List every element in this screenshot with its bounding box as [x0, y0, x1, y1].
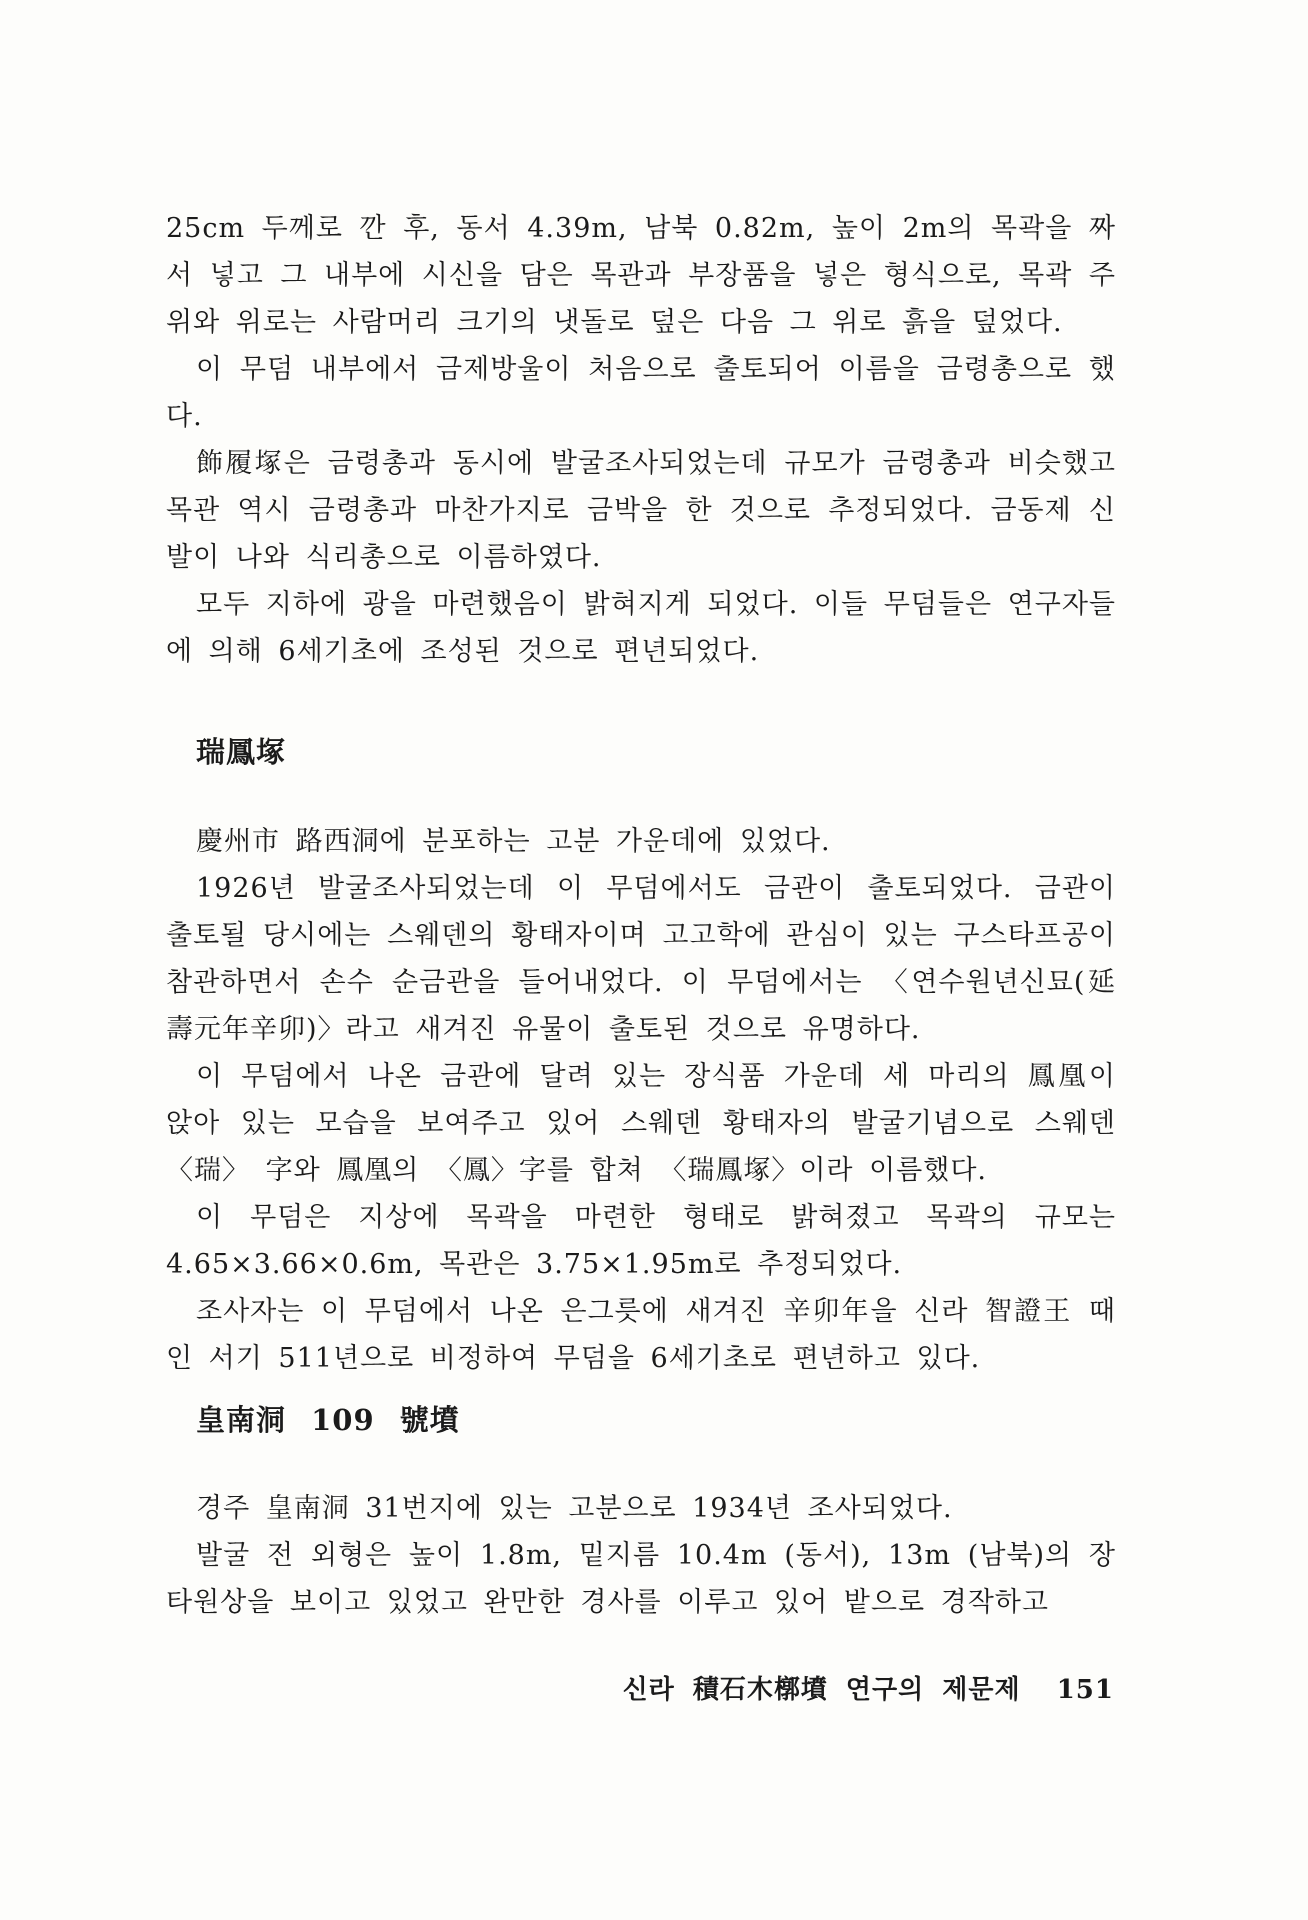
paragraph: 飾履塚은 금령총과 동시에 발굴조사되었는데 규모가 금령총과 비슷했고 목관 역시 금령총과 마찬가지로 금박을 한 것으로 추정되었다. 금동제 신발이 나와 식리총으로 이름하였다.	[166, 448, 1116, 573]
running-title: 신라 積石木槨墳 연구의 제문제	[622, 1675, 1021, 1705]
paragraph: 이 무덤 내부에서 금제방울이 처음으로 출토되어 이름을 금령총으로 했다.	[166, 354, 1116, 432]
paragraph: 1926년 발굴조사되었는데 이 무덤에서도 금관이 출토되었다. 금관이 출토될 당시에는 스웨덴의 황태자이며 고고학에 관심이 있는 구스타프공이 참관하면서 손수 순금관을 들어내었다. 이 무덤에서는 〈연수원년신묘(延壽元年辛卯)〉라고 새겨진 유물이 출토된 것으로 유명하다.	[166, 873, 1116, 1045]
paragraph: 경주 皇南洞 31번지에 있는 고분으로 1934년 조사되었다.	[196, 1493, 953, 1524]
paragraph: 이 무덤은 지상에 목곽을 마련한 형태로 밝혀졌고 목곽의 규모는 4.65×3.66×0.6m, 목관은 3.75×1.95m로 추정되었다.	[166, 1202, 1116, 1280]
paragraph: 모두 지하에 광을 마련했음이 밝혀지게 되었다. 이들 무덤들은 연구자들에 의해 6세기초에 조성된 것으로 편년되었다.	[166, 589, 1116, 667]
paragraph: 25cm 두께로 깐 후, 동서 4.39m, 남북 0.82m, 높이 2m의 목곽을 짜서 넣고 그 내부에 시신을 담은 목관과 부장품을 넣은 형식으로, 목곽 주위와 위로는 사람머리 크기의 냇돌로 덮은 다음 그 위로 흙을 덮었다.	[166, 213, 1116, 338]
paragraph: 慶州市 路西洞에 분포하는 고분 가운데에 있었다.	[196, 826, 831, 857]
page-number: 151	[1056, 1675, 1114, 1705]
section-seobongchong	[166, 818, 1116, 1382]
section-hwangnamdong-109	[166, 1485, 1116, 1626]
section-heading-seobongchong: 瑞鳳塚	[196, 735, 287, 769]
section-heading-hwangnamdong-109: 皇南洞 109 號墳	[196, 1403, 460, 1437]
paragraph: 발굴 전 외형은 높이 1.8m, 밑지름 10.4m (동서), 13m (남북)의 장타원상을 보이고 있었고 완만한 경사를 이루고 있어 밭으로 경작하고	[166, 1540, 1116, 1618]
page-footer	[623, 1669, 1114, 1706]
paragraph: 조사자는 이 무덤에서 나온 은그릇에 새겨진 辛卯年을 신라 智證王 때인 서기 511년으로 비정하여 무덤을 6세기초로 편년하고 있다.	[166, 1296, 1116, 1374]
section-kumryong-continued	[166, 205, 1116, 675]
paragraph: 이 무덤에서 나온 금관에 달려 있는 장식품 가운데 세 마리의 鳳凰이 앉아 있는 모습을 보여주고 있어 스웨덴 황태자의 발굴기념으로 스웨덴 〈瑞〉 字와 鳳凰의 〈鳳〉字를 합쳐 〈瑞鳳塚〉이라 이름했다.	[166, 1061, 1116, 1186]
